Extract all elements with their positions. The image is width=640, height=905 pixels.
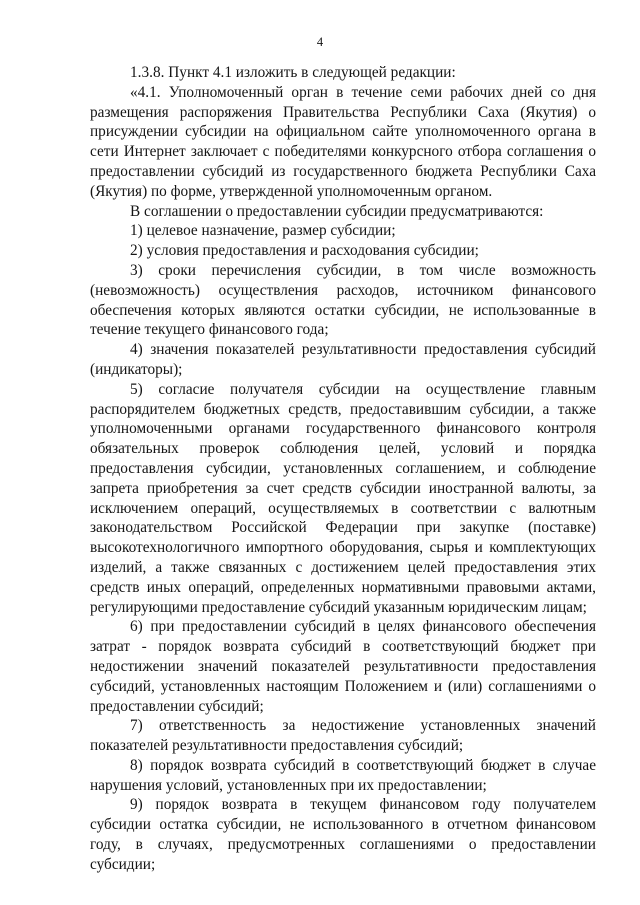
list-item-1: 1) целевое назначение, размер субсидии;	[130, 222, 396, 240]
list-item-7: 7) ответственность за недостижение установленных значений показателей результативности предоставления субсидий;	[90, 717, 596, 755]
list-item-3: 3) сроки перечисления субсидии, в том числе возможность (невозможность) осуществления расходов, источником финансового обеспечения которых являются остатки субсидии, не использованные в течение текущего финансового года;	[90, 261, 596, 339]
paragraph-clause-4-1: «4.1. Уполномоченный орган в течение семи рабочих дней со дня размещения распоряжения Правительства Республики Саха (Якутия) о присуждении субсидии на официальном сайте уполномоченного органа в сети Интернет заключает с победителями конкурсного отбора соглашения о предоставлении субсидий из государственного бюджета Республики Саха (Якутия) по форме, утвержденной уполномоченным органом.	[90, 83, 596, 200]
paragraph-agreement-intro: В соглашении о предоставлении субсидии предусматриваются:	[130, 202, 544, 220]
list-item-6: 6) при предоставлении субсидий в целях финансового обеспечения затрат - порядок возврата субсидий в соответствующий бюджет при недостижении значений показателей результативности предоставления субсидий, установленных настоящим Положением и (или) соглашениями о предоставлении субсидий;	[90, 618, 596, 715]
list-item-2: 2) условия предоставления и расходования субсидии;	[130, 242, 479, 260]
list-item-5: 5) согласие получателя субсидии на осуществление главным распорядителем бюджетных средств, предоставившим субсидии, а также уполномоченными органами государственного финансового контроля обязательных проверок соблюдения целей, условий и порядка предоставления субсидии, установленных соглашением, и соблюдение запрета приобретения за счет средств субсидии иностранной валюты, за исключением операций, осуществляемых в соответствии с валютным законодательством Российской Федерации при закупке (поставке) высокотехнологичного импортного оборудования, сырья и комплектующих изделий, а также связанных с достижением целей предоставления этих средств иных операций, определенных нормативными правовыми актами, регулирующими предоставление субсидий указанным юридическим лицам;	[90, 380, 596, 616]
paragraph-amendment-heading: 1.3.8. Пункт 4.1 изложить в следующей редакции:	[130, 64, 456, 81]
list-item-9: 9) порядок возврата в текущем финансовом году получателем субсидии остатка субсидии, не использованного в отчетном финансовом году, в случаях, предусмотренных соглашениями о предоставлении субсидии;	[90, 796, 596, 873]
list-item-4: 4) значения показателей результативности предоставления субсидий (индикаторы);	[90, 341, 596, 378]
page-number: 4	[316, 35, 324, 49]
list-item-8: 8) порядок возврата субсидий в соответствующий бюджет в случае нарушения условий, установленных при их предоставлении;	[90, 756, 596, 794]
document-body	[90, 63, 596, 875]
